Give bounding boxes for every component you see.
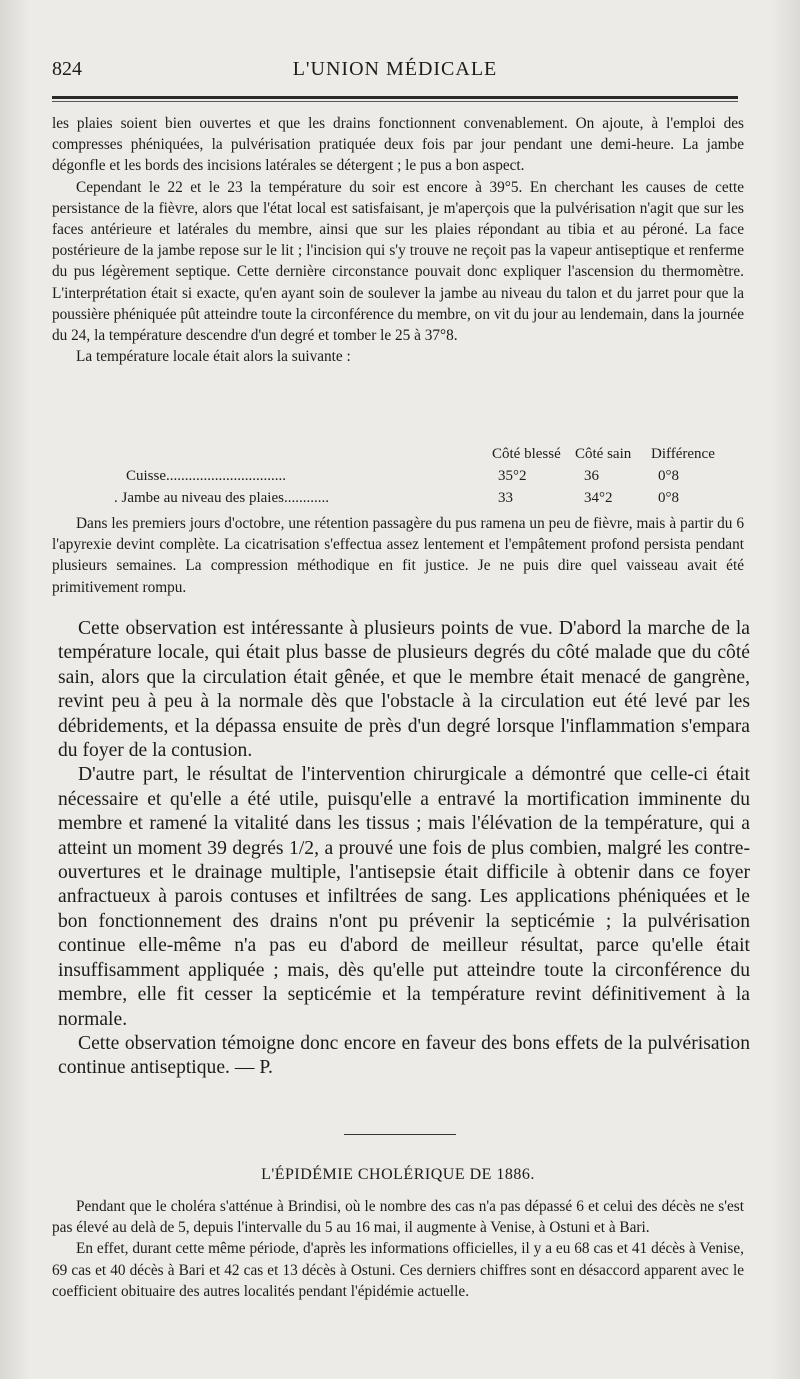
paragraph: Cette observation est intéressante à plusieurs points de vue. D'abord la marche de la température locale, qui était plus basse de plusieurs degrés du côté malade que du côté sain, alors que la circulation était gênée, et que le membre était menacé de gangrène, revint peu à peu à la normale dès que l'obstacle à la circulation eut été levé par les débridements, et la dépassa ensuite de près d'un degré lorsque l'inflammation s'empara du foyer de la contusion. <box>58 618 750 762</box>
table-cell: 33 <box>498 490 513 506</box>
header-rule <box>52 96 738 99</box>
column-header: Côté blessé <box>492 446 561 462</box>
paragraph: Cependant le 22 et le 23 la température du soir est encore à 39°5. En cherchant les causes de cette persistance de la fièvre, alors que l'état local est satisfaisant, je m'aperçois que la pulvérisation n'agit que sur les faces antérieure et latérales du membre, ainsi que sur les plaies répondant au tibia et au péroné. La face postérieure de la jambe repose sur le lit ; l'incision qui s'y trouve ne reçoit pas la vapeur antiseptique et renferme du pus légèrement septique. Cette dernière circonstance pouvait donc expliquer l'ascension du thermomètre. L'interprétation était si exacte, qu'en ayant soin de soulever la jambe au niveau du talon et du jarret pour que la poussière phéniquée pût atteindre toute la circonférence du membre, on vit du jour au lendemain, dans la journée du 24, la température descendre d'un degré et tomber le 25 à 37°8. <box>52 178 744 345</box>
column-header: Différence <box>651 446 715 462</box>
paragraph: Pendant que le choléra s'atténue à Brindisi, où le nombre des cas n'a pas dépassé 6 et celui des décès ne s'est pas élevé au delà de 5, depuis l'intervalle du 5 au 16 mai, il augmente à Venise, à Ostuni et à Bari. <box>52 1198 744 1237</box>
page-header <box>52 58 738 90</box>
table-cell: 0°8 <box>658 490 679 506</box>
page-number: 824 <box>52 58 82 80</box>
row-label: . Jambe au niveau des plaies............ <box>114 490 329 506</box>
section-title: L'ÉPIDÉMIE CHOLÉRIQUE DE 1886. <box>261 1166 535 1183</box>
paragraph: Dans les premiers jours d'octobre, une rétention passagère du pus ramena un peu de fièvre, mais à partir du 6 l'apyrexie devint complète. La cicatrisation s'effectua assez lentement et l'empâtement profond persista pendant plusieurs semaines. La compression méthodique en fit justice. Je ne puis dire quel vaisseau avait été primitivement rompu. <box>52 515 744 596</box>
section-divider <box>344 1134 456 1135</box>
case-report-outcome <box>52 513 744 598</box>
table-header-row <box>52 446 744 466</box>
header-rule-thin <box>52 101 738 102</box>
table-row <box>52 490 744 510</box>
paragraph: La température locale était alors la suivante : <box>76 348 351 366</box>
table-cell: 0°8 <box>658 468 679 484</box>
journal-title: L'UNION MÉDICALE <box>292 58 498 80</box>
table-cell: 34°2 <box>584 490 613 506</box>
paragraph: D'autre part, le résultat de l'intervention chirurgicale a démontré que celle-ci était nécessaire et qu'elle a été utile, puisqu'elle a entravé la mortification imminente du membre et ramené la vitalité dans les tissus ; mais l'élévation de la température, qui a atteint un moment 39 degrés 1/2, a prouvé une fois de plus combien, malgré les contre-ouvertures et le drainage multiple, l'antisepsie était difficile à obtenir dans ce foyer anfractueux à parois contuses et infiltrées de sang. Les applications phéniquées et le bon fonctionnement des drains n'ont pu prévenir la septicémie ; la pulvérisation continue elle-même n'a pas eu d'abord de meilleur résultat, parce qu'elle était insuffisamment appliquée ; mais, dès qu'elle put atteindre toute la circonférence du membre, elle fit cesser la septicémie et la température revint définitivement à la normale. <box>58 764 750 1030</box>
paragraph: les plaies soient bien ouvertes et que les drains fonctionnent convenablement. On ajoute, à l'emploi des compresses phéniquées, la pulvérisation pratiquée deux fois par jour pendant une demi-heure. La jambe dégonfle et les bords des incisions latérales se détergent ; le pus a bon aspect. <box>52 115 744 175</box>
row-label: Cuisse................................ <box>126 468 287 484</box>
commentary <box>58 617 750 1081</box>
cholera-section-body <box>52 1196 744 1302</box>
table-row <box>52 468 744 488</box>
paragraph: Cette observation témoigne donc encore en faveur des bons effets de la pulvérisation continue antiseptique. — P. <box>58 1032 750 1079</box>
column-header: Côté sain <box>575 446 632 462</box>
paragraph: En effet, durant cette même période, d'après les informations officielles, il y a eu 68 cas et 41 décès à Venise, 69 cas et 40 décès à Bari et 42 cas et 13 décès à Ostuni. Ces derniers chiffres sont en désaccord apparent avec le coefficient obituaire des autres localités pendant l'épidémie actuelle. <box>52 1240 744 1300</box>
table-cell: 36 <box>584 468 599 484</box>
table-cell: 35°2 <box>498 468 527 484</box>
case-report-continuation <box>52 113 744 367</box>
